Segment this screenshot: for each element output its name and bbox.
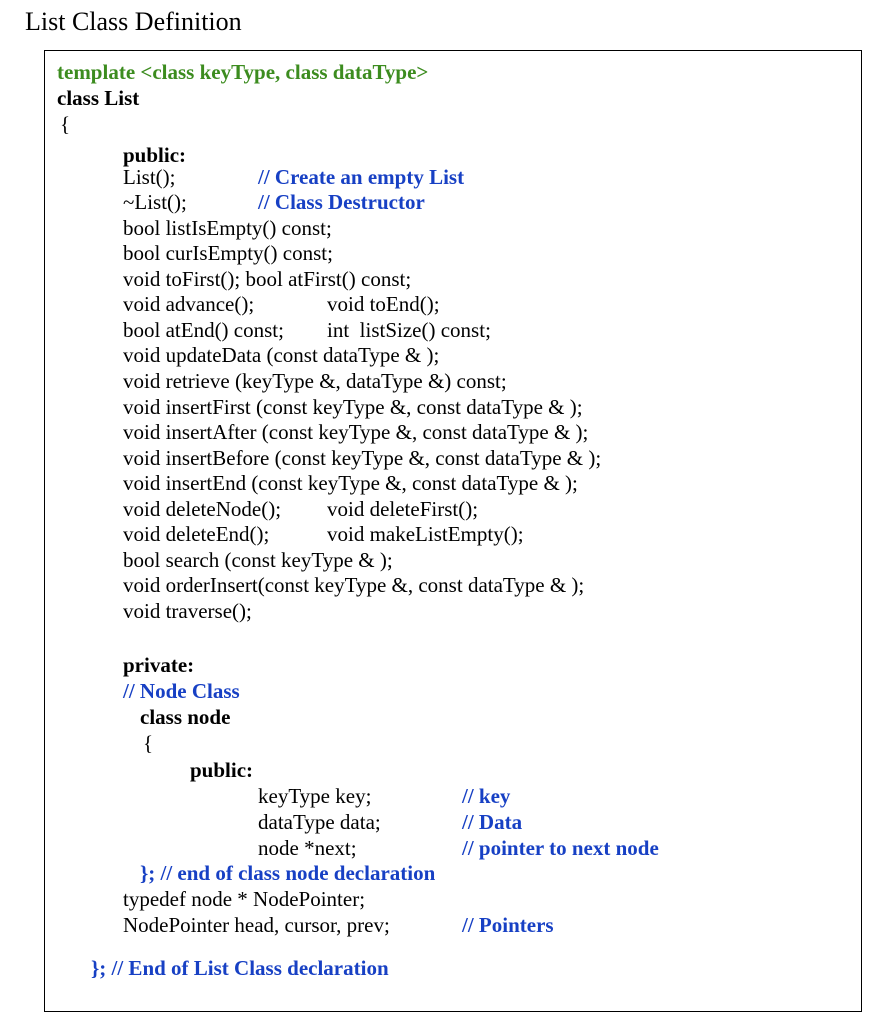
method-insert-end: void insertEnd (const keyType &, const dataType & ); xyxy=(123,471,578,495)
method-retrieve: void retrieve (keyType &, dataType &) const; xyxy=(123,369,507,393)
node-open-brace: { xyxy=(143,731,154,755)
method-delete-first: void deleteFirst(); xyxy=(327,497,479,521)
method-list-size: int listSize() const; xyxy=(327,318,491,342)
field-next: node *next; xyxy=(258,836,357,860)
method-insert-before: void insertBefore (const keyType &, const dataType & ); xyxy=(123,446,602,470)
method-make-list-empty: void makeListEmpty(); xyxy=(327,522,524,546)
open-brace: { xyxy=(60,112,71,136)
method-insert-first: void insertFirst (const keyType &, const dataType & ); xyxy=(123,395,583,419)
method-delete-end: void deleteEnd(); xyxy=(123,522,270,546)
method-traverse: void traverse(); xyxy=(123,599,252,623)
method-list-is-empty: bool listIsEmpty() const; xyxy=(123,216,332,240)
template-line: template <class keyType, class dataType> xyxy=(57,60,429,84)
list-class-close: }; // End of List Class declaration xyxy=(91,956,389,980)
method-update-data: void updateData (const dataType & ); xyxy=(123,343,440,367)
typedef-line: typedef node * NodePointer; xyxy=(123,887,366,911)
page-title: List Class Definition xyxy=(25,7,242,36)
method-order-insert: void orderInsert(const keyType &, const dataType & ); xyxy=(123,573,585,597)
method-advance: void advance(); xyxy=(123,292,255,316)
destructor-comment: // Class Destructor xyxy=(258,190,425,214)
node-public-label: public: xyxy=(190,758,254,782)
public-label: public: xyxy=(123,143,187,167)
pointers-comment: // Pointers xyxy=(462,913,554,937)
destructor-line: ~List(); xyxy=(123,190,187,214)
field-data: dataType data; xyxy=(258,810,381,834)
method-at-end: bool atEnd() const; xyxy=(123,318,284,342)
constructor-line: List(); xyxy=(123,165,176,189)
node-class-line: class node xyxy=(140,705,231,729)
node-class-close: }; // end of class node declaration xyxy=(140,861,436,885)
field-data-comment: // Data xyxy=(462,810,523,834)
method-cur-is-empty: bool curIsEmpty() const; xyxy=(123,241,333,265)
field-next-comment: // pointer to next node xyxy=(462,836,659,860)
method-search: bool search (const keyType & ); xyxy=(123,548,393,572)
field-key-comment: // key xyxy=(462,784,511,808)
node-class-comment: // Node Class xyxy=(123,679,240,703)
class-declaration-line: class List xyxy=(57,86,140,110)
method-delete-node: void deleteNode(); xyxy=(123,497,282,521)
method-to-end: void toEnd(); xyxy=(327,292,440,316)
method-to-first-at-first: void toFirst(); bool atFirst() const; xyxy=(123,267,412,291)
pointers-line: NodePointer head, cursor, prev; xyxy=(123,913,390,937)
method-insert-after: void insertAfter (const keyType &, const dataType & ); xyxy=(123,420,589,444)
field-key: keyType key; xyxy=(258,784,372,808)
private-label: private: xyxy=(123,653,195,677)
constructor-comment: // Create an empty List xyxy=(258,165,465,189)
